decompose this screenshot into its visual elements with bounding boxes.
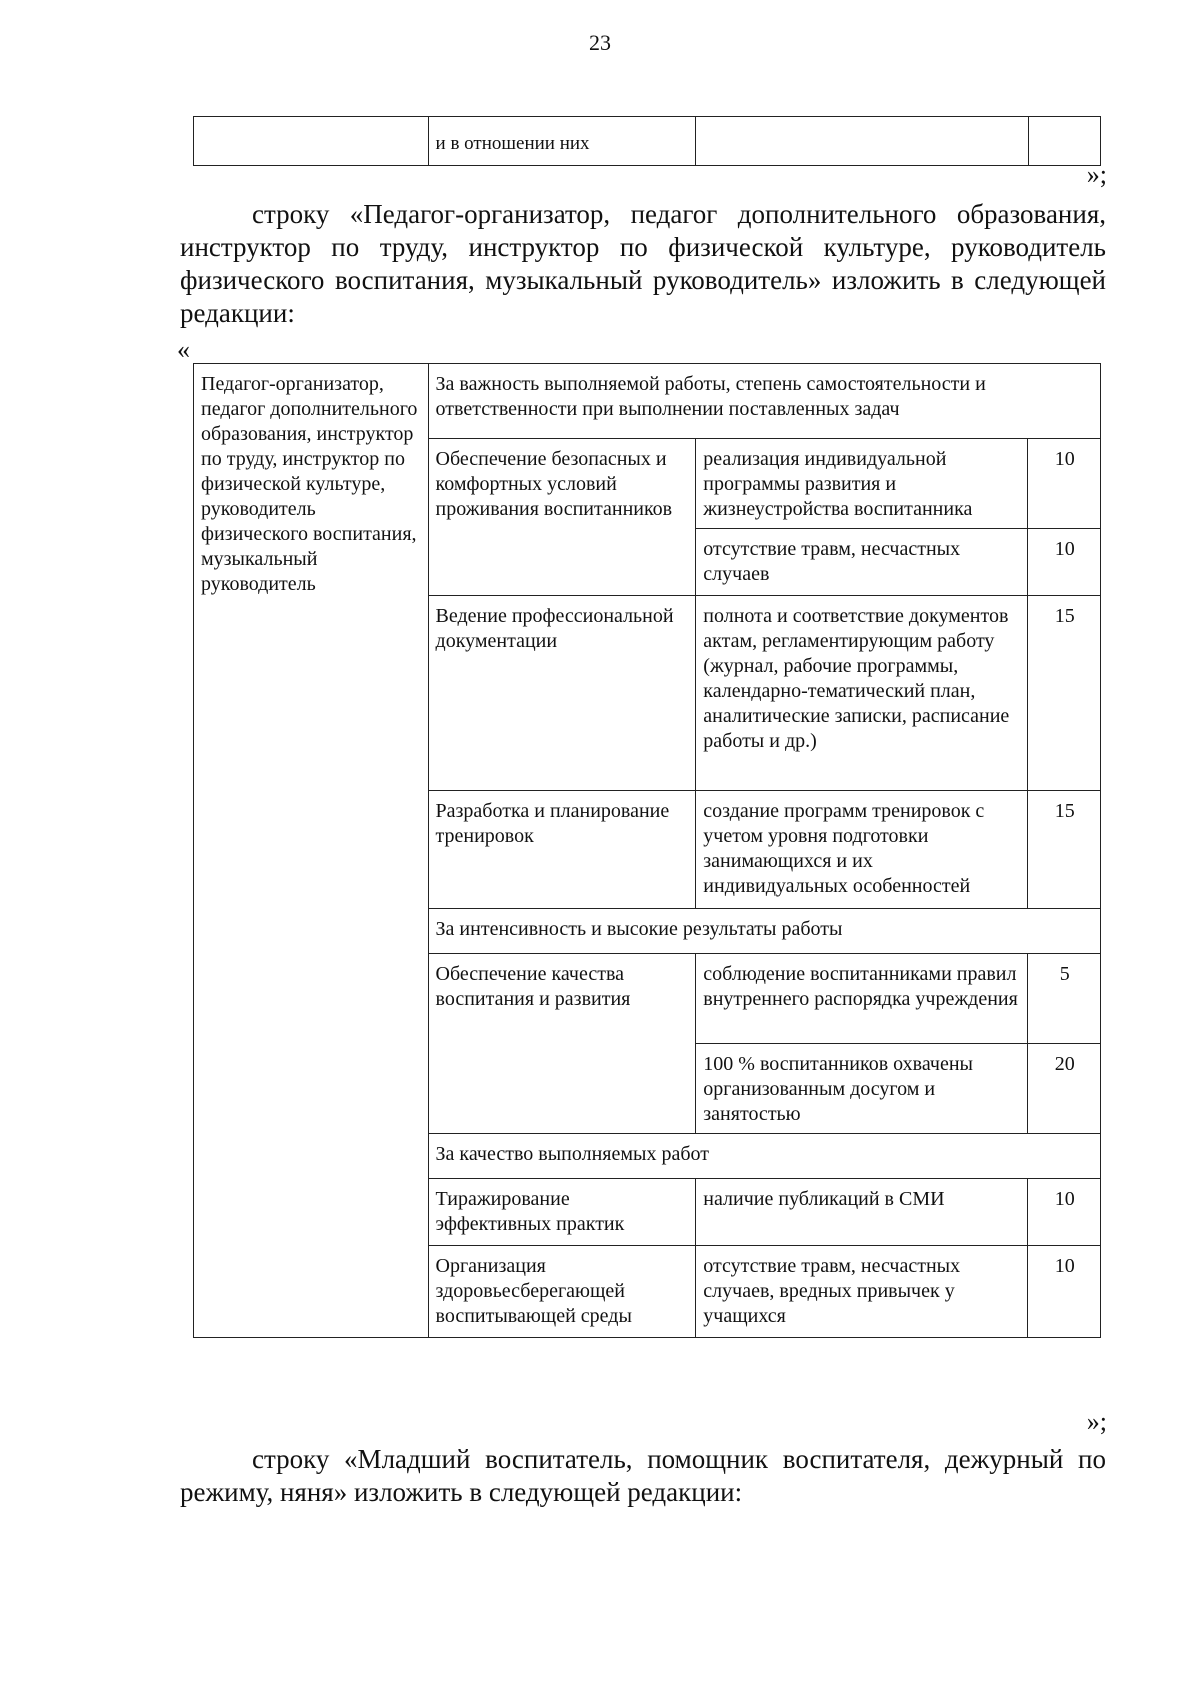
table-row bbox=[194, 364, 1101, 439]
criterion-cell: Обеспечение безопасных и комфортных условий проживания воспитанников bbox=[428, 439, 696, 596]
table-cell: и в отношении них bbox=[428, 117, 696, 166]
indicator-cell: отсутствие травм, несчастных случаев, вредных привычек у учащихся bbox=[696, 1246, 1028, 1338]
points-cell: 20 bbox=[1028, 1044, 1101, 1134]
criterion-cell: Обеспечение качества воспитания и развития bbox=[428, 954, 696, 1134]
closing-quote: »; bbox=[1086, 1407, 1107, 1436]
criterion-cell: Разработка и планирование тренировок bbox=[428, 791, 696, 909]
indicator-cell: отсутствие травм, несчастных случаев bbox=[696, 529, 1028, 596]
indicator-cell: наличие публикаций в СМИ bbox=[696, 1179, 1028, 1246]
table-cell bbox=[1028, 117, 1101, 166]
section-title: За важность выполняемой работы, степень самостоятельности и ответственности при выполнении поставленных задач bbox=[428, 364, 1100, 439]
page-number: 23 bbox=[589, 30, 611, 55]
section-title: За интенсивность и высокие результаты работы bbox=[428, 909, 1100, 954]
paragraph bbox=[180, 1443, 1106, 1509]
table-row bbox=[194, 117, 1101, 166]
paragraph-text: строку «Младший воспитатель, помощник воспитателя, дежурный по режиму, няня» изложить в следующей редакции: bbox=[180, 1444, 1106, 1507]
previous-table-fragment bbox=[193, 116, 1101, 166]
section-title: За качество выполняемых работ bbox=[428, 1134, 1100, 1179]
paragraph bbox=[180, 198, 1106, 330]
points-cell: 10 bbox=[1028, 529, 1101, 596]
indicator-cell: соблюдение воспитанниками правил внутреннего распорядка учреждения bbox=[696, 954, 1028, 1044]
criterion-cell: Организация здоровьесберегающей воспитывающей среды bbox=[428, 1246, 696, 1338]
points-cell: 10 bbox=[1028, 439, 1101, 529]
table-cell bbox=[194, 117, 429, 166]
points-cell: 10 bbox=[1028, 1179, 1101, 1246]
indicator-cell: создание программ тренировок с учетом уровня подготовки занимающихся и их индивидуальных особенностей bbox=[696, 791, 1028, 909]
opening-quote: « bbox=[177, 335, 190, 364]
points-cell: 10 bbox=[1028, 1246, 1101, 1338]
points-cell: 15 bbox=[1028, 596, 1101, 791]
indicator-cell: полнота и соответствие документов актам, регламентирующим работу (журнал, рабочие программы, календарно-тематический план, аналитические записки, расписание работы и др.) bbox=[696, 596, 1028, 791]
criterion-cell: Тиражирование эффективных практик bbox=[428, 1179, 696, 1246]
table-cell bbox=[696, 117, 1028, 166]
position-cell: Педагог-организатор, педагог дополнительного образования, инструктор по труду, инструктор по физической культуре, руководитель физического воспитания, музыкальный руководитель bbox=[194, 364, 429, 1338]
points-cell: 5 bbox=[1028, 954, 1101, 1044]
criterion-cell: Ведение профессиональной документации bbox=[428, 596, 696, 791]
criteria-table bbox=[193, 363, 1101, 1338]
closing-quote: »; bbox=[1086, 160, 1107, 189]
indicator-cell: 100 % воспитанников охвачены организованным досугом и занятостью bbox=[696, 1044, 1028, 1134]
points-cell: 15 bbox=[1028, 791, 1101, 909]
paragraph-text: строку «Педагог-организатор, педагог дополнительного образования, инструктор по труду, инструктор по физической культуре, руководитель физического воспитания, музыкальный руководитель» изложить в следующей редакции: bbox=[180, 199, 1106, 328]
indicator-cell: реализация индивидуальной программы развития и жизнеустройства воспитанника bbox=[696, 439, 1028, 529]
